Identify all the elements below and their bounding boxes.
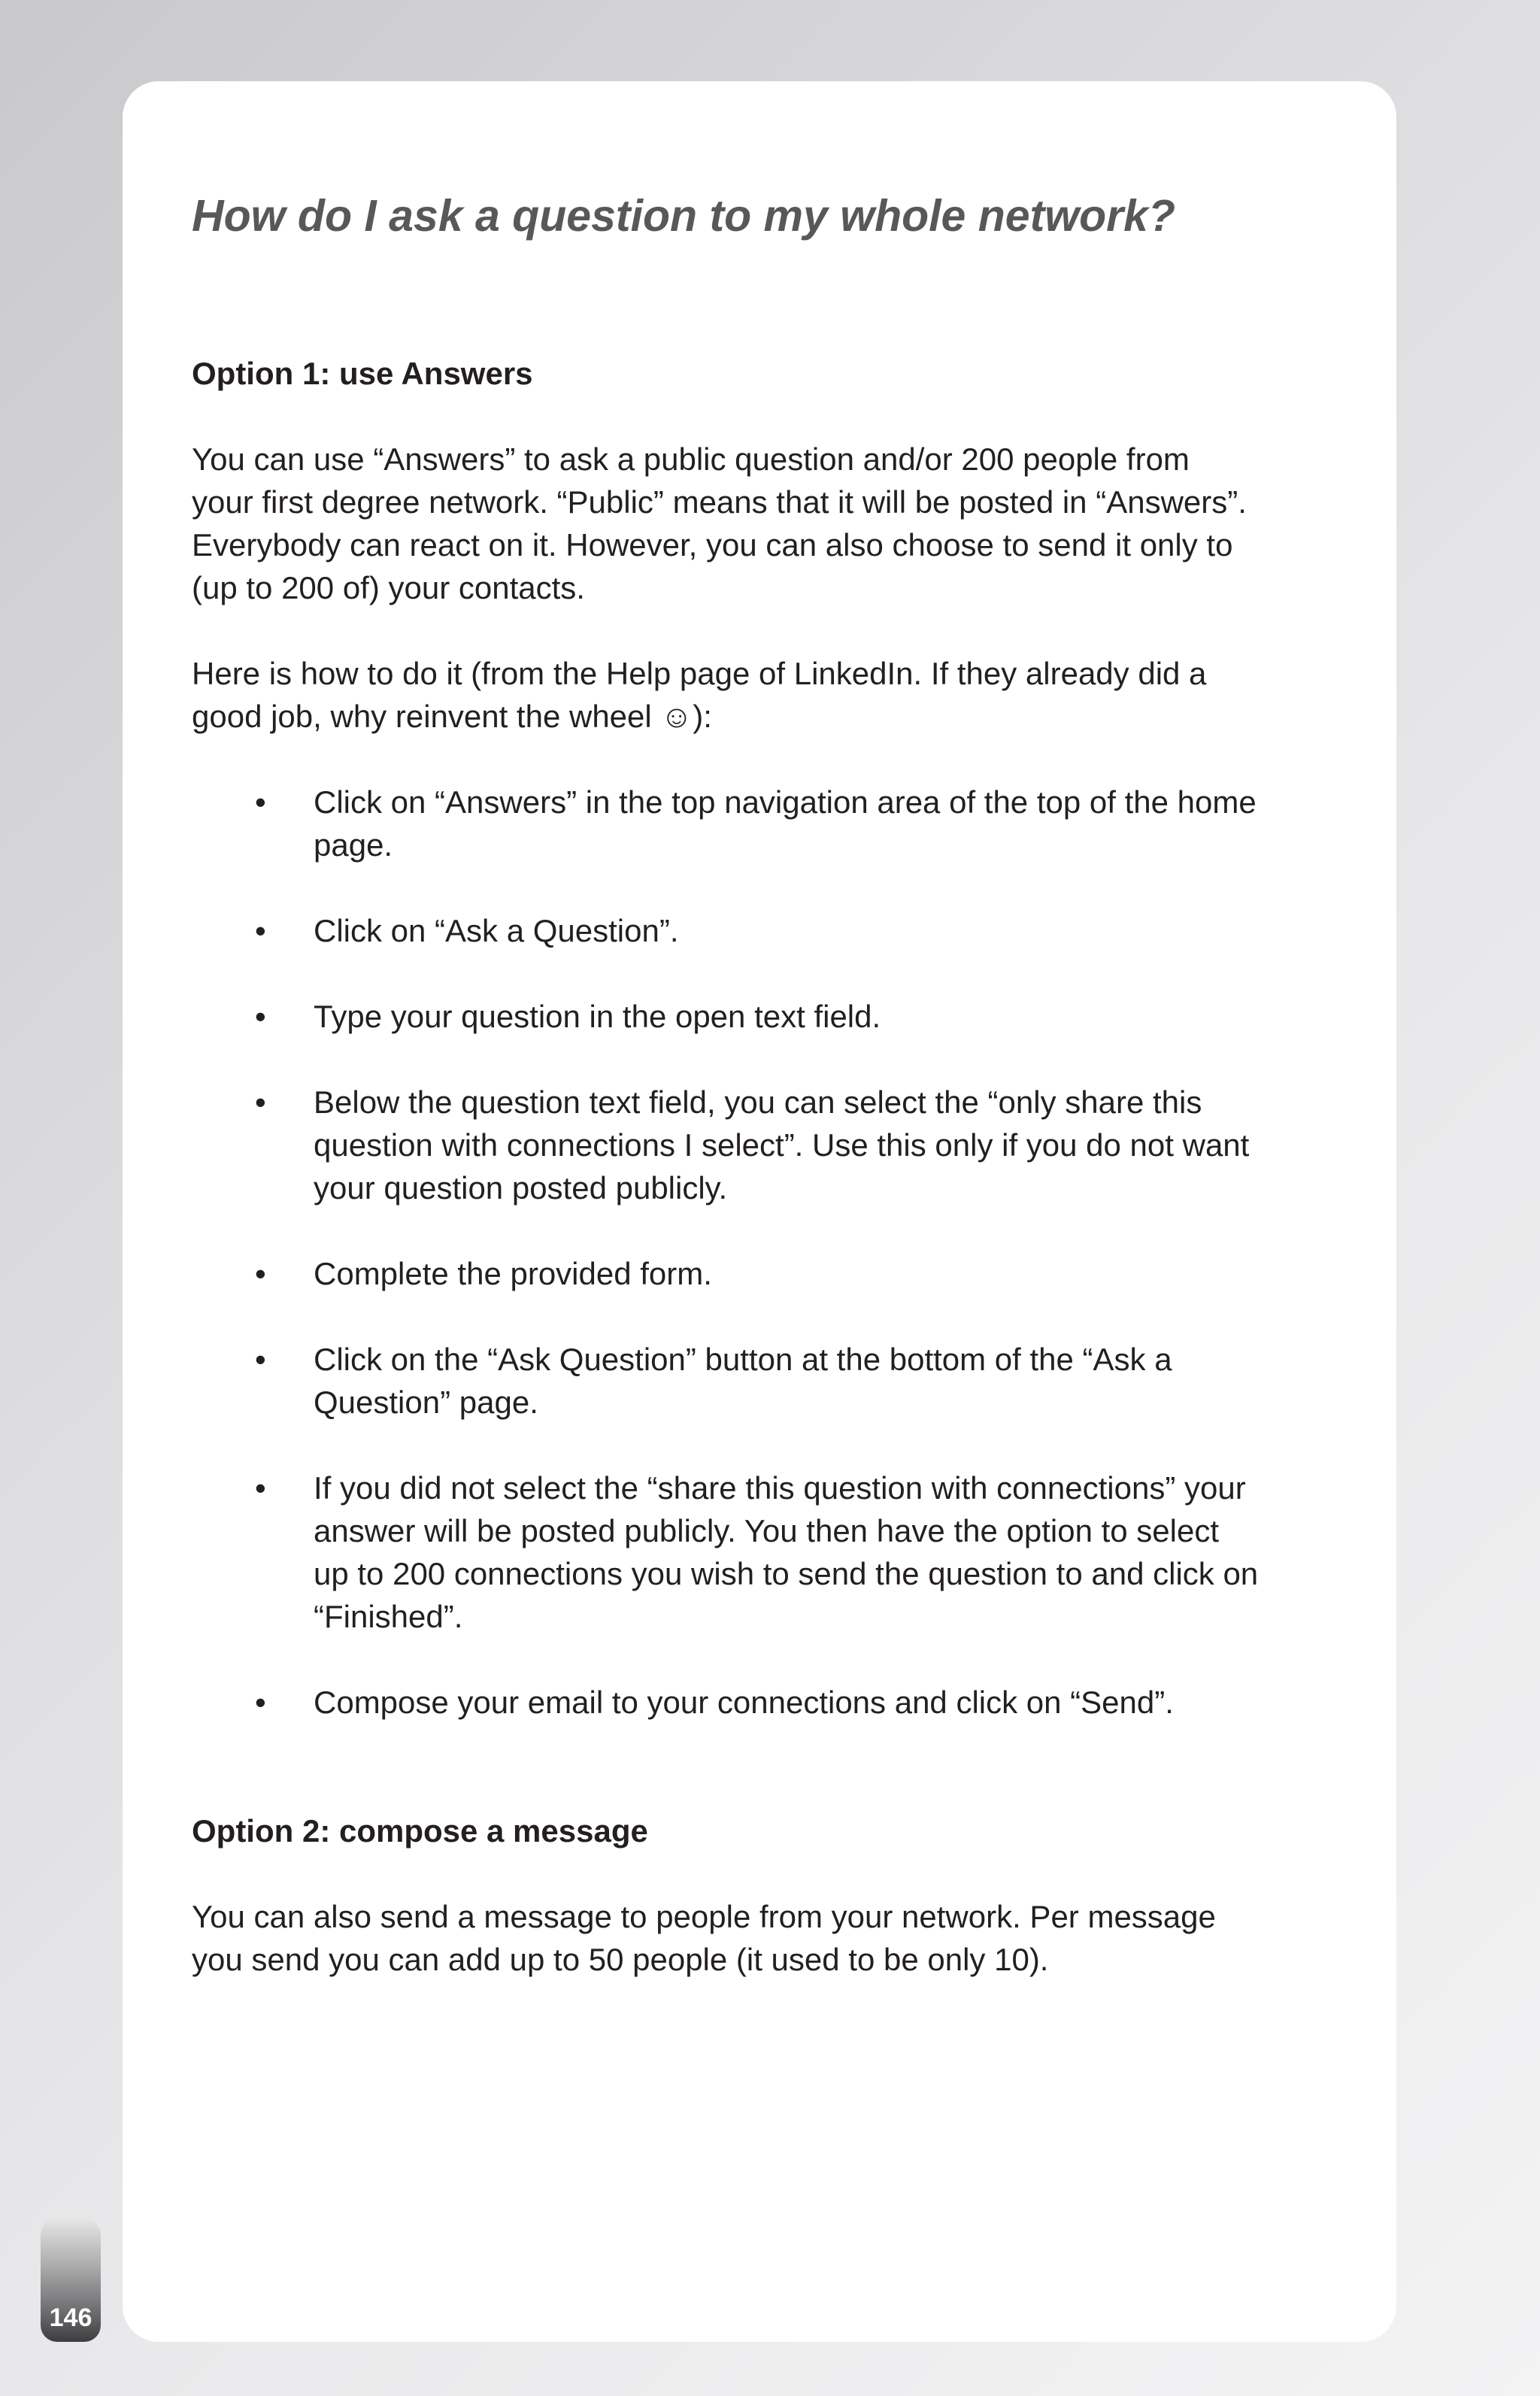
- bullet-icon: •: [255, 1342, 266, 1377]
- text-line: your question posted publicly.: [314, 1170, 728, 1206]
- paragraph-answers-intro: [192, 438, 1350, 609]
- text-line: page.: [314, 827, 393, 863]
- bullet-icon: •: [255, 1256, 266, 1291]
- text-line: You can also send a message to people from your network. Per message: [192, 1899, 1216, 1934]
- list-item: [192, 909, 1350, 952]
- text-line: Click on “Ask a Question”.: [314, 913, 679, 948]
- text-line: question with connections I select”. Use this only if you do not want: [314, 1127, 1250, 1163]
- bullet-icon: •: [255, 1084, 266, 1120]
- bullet-icon: •: [255, 784, 266, 820]
- page-card: [123, 81, 1396, 2342]
- text-line: good job, why reinvent the wheel ☺):: [192, 699, 712, 734]
- paragraph-how-to: [192, 652, 1350, 738]
- text-line: up to 200 connections you wish to send the question to and click on: [314, 1556, 1259, 1591]
- steps-list: [192, 781, 1350, 1724]
- list-item: [192, 1252, 1350, 1295]
- bullet-icon: •: [255, 913, 266, 948]
- text-line: Compose your email to your connections and click on “Send”.: [314, 1685, 1174, 1720]
- text-line: Click on “Answers” in the top navigation area of the top of the home: [314, 784, 1257, 820]
- paragraph-compose-message: [192, 1895, 1350, 1981]
- list-item: [192, 781, 1350, 866]
- page-number-tab: [41, 2219, 101, 2342]
- page-title: How do I ask a question to my whole network?: [192, 191, 1175, 241]
- list-item: [192, 995, 1350, 1038]
- text-line: your first degree network. “Public” means that it will be posted in “Answers”.: [192, 484, 1247, 520]
- text-line: “Finished”.: [314, 1599, 463, 1634]
- text-line: (up to 200 of) your contacts.: [192, 570, 585, 605]
- bullet-icon: •: [255, 1685, 266, 1720]
- list-item: [192, 1338, 1350, 1424]
- text-line: If you did not select the “share this question with connections” your: [314, 1470, 1246, 1506]
- section-heading-option-2: Option 2: compose a message: [192, 1813, 648, 1849]
- text-line: answer will be posted publicly. You then have the option to select: [314, 1513, 1220, 1548]
- section-heading-option-1: Option 1: use Answers: [192, 356, 533, 391]
- page-number: 146: [49, 2303, 92, 2332]
- text-line: you send you can add up to 50 people (it used to be only 10).: [192, 1942, 1049, 1977]
- text-line: Everybody can react on it. However, you can also choose to send it only to: [192, 527, 1233, 563]
- text-line: Type your question in the open text field.: [314, 999, 881, 1034]
- text-line: Complete the provided form.: [314, 1256, 712, 1291]
- text-line: Question” page.: [314, 1385, 538, 1420]
- list-item: [192, 1681, 1350, 1724]
- text-line: Click on the “Ask Question” button at the bottom of the “Ask a: [314, 1342, 1172, 1377]
- list-item: [192, 1081, 1350, 1209]
- text-line: Here is how to do it (from the Help page of LinkedIn. If they already did a: [192, 656, 1207, 691]
- text-line: You can use “Answers” to ask a public question and/or 200 people from: [192, 441, 1190, 477]
- bullet-icon: •: [255, 999, 266, 1034]
- text-line: Below the question text field, you can select the “only share this: [314, 1084, 1202, 1120]
- bullet-icon: •: [255, 1470, 266, 1506]
- page-content: [192, 352, 1350, 1981]
- list-item: [192, 1466, 1350, 1638]
